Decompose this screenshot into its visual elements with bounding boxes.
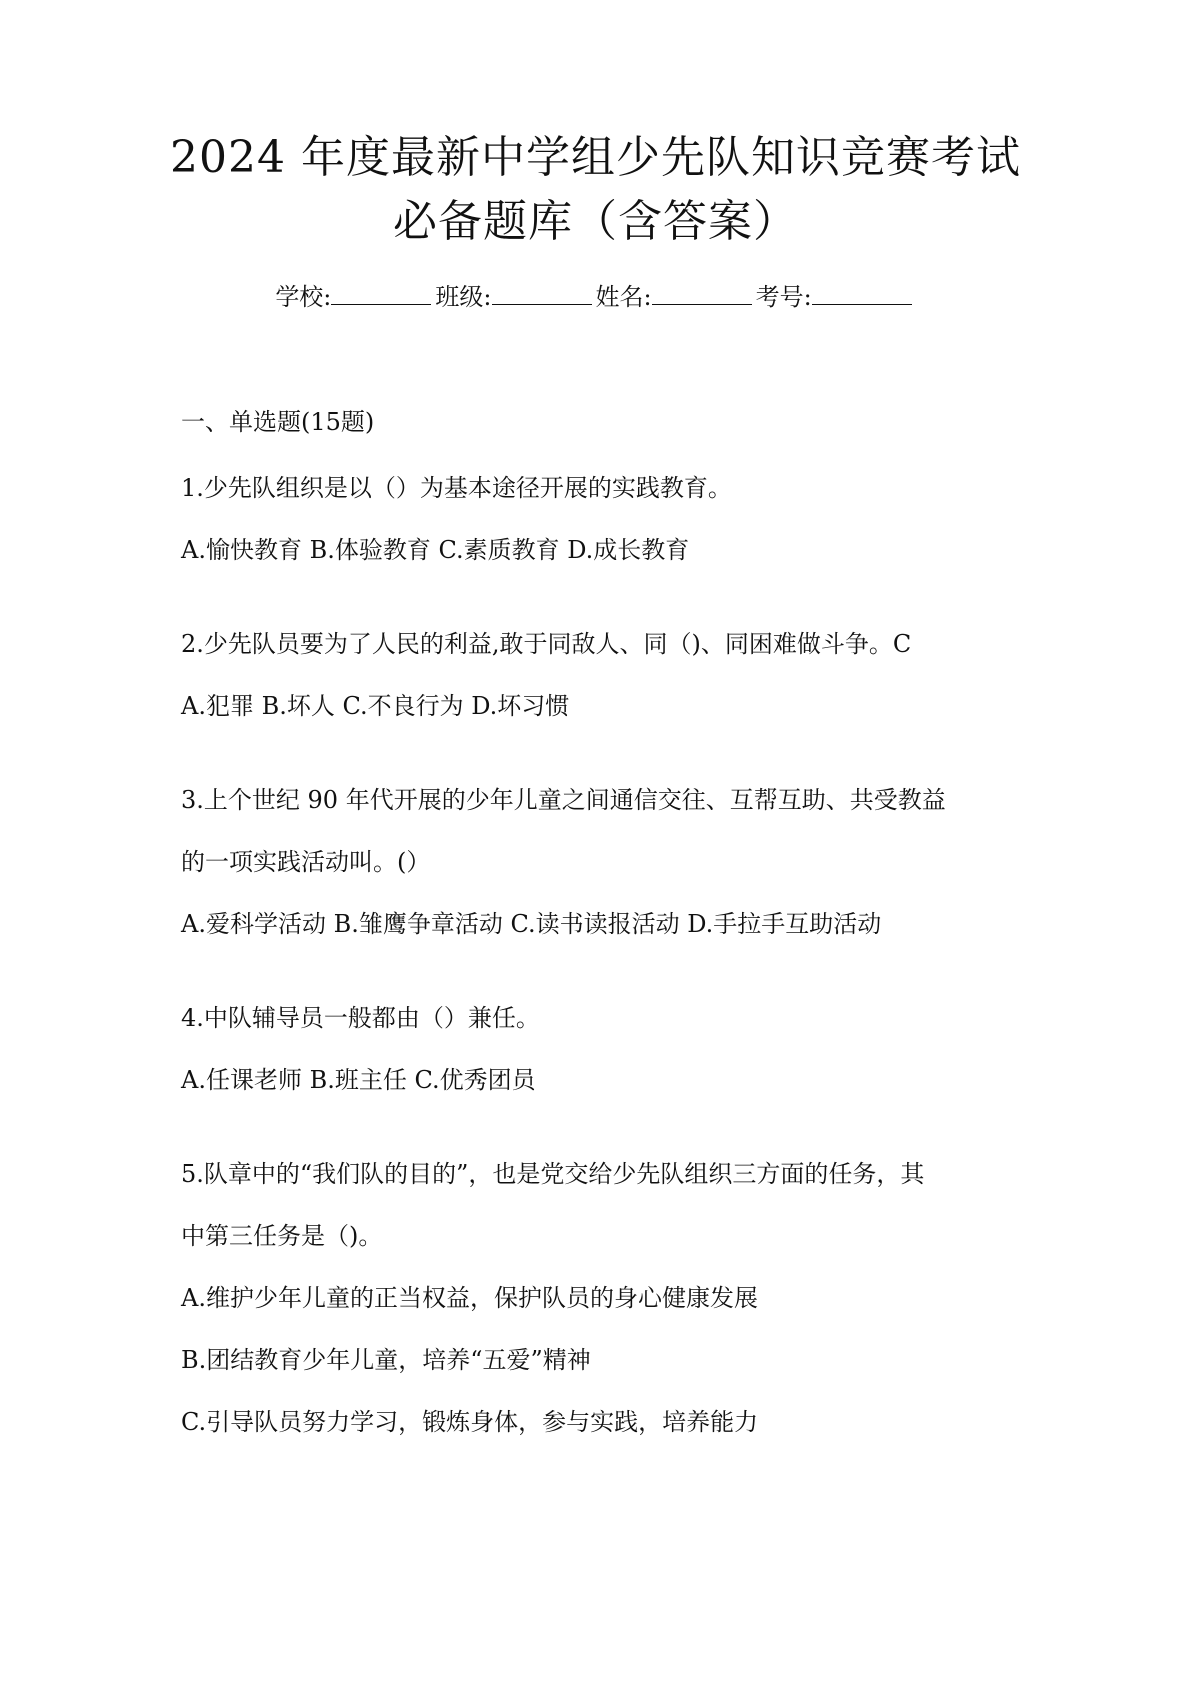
question-2-text: 2.少先队员要为了人民的利益,敢于同敌人、同（)、同困难做斗争。C — [181, 630, 912, 658]
question-5-text-line-1: 5.队章中的“我们队的目的”，也是党交给少先队组织三方面的任务，其 — [181, 1160, 925, 1188]
page-title-line-1: 2024 年度最新中学组少先队知识竞赛考试 — [170, 132, 1021, 183]
question-5-option-a: A.维护少年儿童的正当权益，保护队员的身心健康发展 — [181, 1284, 758, 1312]
question-2-options: A.犯罪 B.坏人 C.不良行为 D.坏习惯 — [181, 692, 570, 720]
exam-no-label: 考号: — [755, 283, 812, 311]
class-blank — [492, 276, 592, 305]
school-label: 学校: — [275, 283, 332, 311]
question-4-options: A.任课老师 B.班主任 C.优秀团员 — [181, 1066, 536, 1094]
question-1-options: A.愉快教育 B.体验教育 C.素质教育 D.成长教育 — [181, 536, 690, 564]
school-blank — [331, 276, 431, 305]
question-5-option-c: C.引导队员努力学习，锻炼身体，参与实践，培养能力 — [181, 1408, 759, 1436]
section-heading: 一、单选题(15题) — [181, 408, 375, 436]
name-blank — [652, 276, 752, 305]
student-info-line — [0, 276, 1191, 317]
name-label: 姓名: — [595, 283, 652, 311]
question-3-text-line-2: 的一项实践活动叫。(） — [181, 848, 431, 876]
exam-no-blank — [812, 276, 912, 305]
question-5-text-line-2: 中第三任务是（)。 — [181, 1222, 383, 1250]
question-5-option-b: B.团结教育少年儿童，培养“五爱”精神 — [181, 1346, 591, 1374]
page-title-line-2: 必备题库（含答案） — [393, 196, 798, 247]
class-label: 班级: — [435, 283, 492, 311]
question-3-options: A.爱科学活动 B.雏鹰争章活动 C.读书读报活动 D.手拉手互助活动 — [181, 910, 882, 938]
question-3-text-line-1: 3.上个世纪 90 年代开展的少年儿童之间通信交往、互帮互助、共受教益 — [181, 786, 946, 814]
question-4-text: 4.中队辅导员一般都由（）兼任。 — [181, 1004, 540, 1032]
question-1-text: 1.少先队组织是以（）为基本途径开展的实践教育。 — [181, 474, 732, 502]
